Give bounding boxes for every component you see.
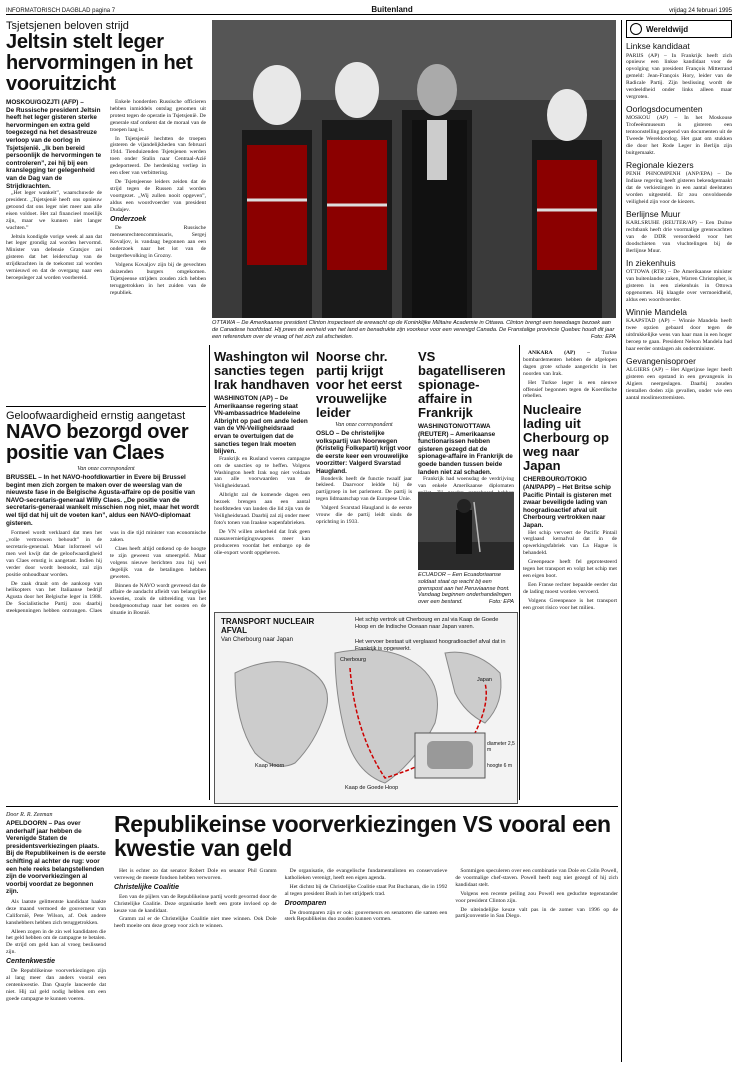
republiek-intro-body bbox=[6, 899, 106, 1003]
map-label-japan: Japan bbox=[477, 677, 492, 683]
wereldwijd-item-text: KAAPSTAD (AP) – Winnie Mandela heeft twee opzien gebaard door tegen de uitdrukkelijke wens van haar man in een hoger beroep te gaan. President Nelson Mandela had haar eerder ontslagen als onderminister. bbox=[626, 318, 732, 352]
clinton-photo-credit: Foto: EPA bbox=[590, 333, 616, 340]
vs-story bbox=[418, 350, 514, 490]
republiek-intro bbox=[6, 810, 106, 1062]
washington-headline: Washington wil sancties tegen Irak handhaven bbox=[214, 349, 310, 392]
page-header bbox=[6, 4, 732, 15]
noorse-headline: Noorse chr. partij krijgt voor het eerst vrouwelijke leider bbox=[316, 349, 402, 420]
header-date: vrijdag 24 februari 1995 bbox=[668, 8, 732, 14]
navo-story bbox=[6, 410, 206, 800]
republiek-dateline: APELDOORN – bbox=[6, 820, 53, 827]
lead-subhead: Onderzoek bbox=[110, 215, 147, 223]
nucleair-lead: CHERBOURG/TOKIO (AN/PAPP) – Het Britse schip Pacific Pintail is gisteren met zwaar beveiligde lading van hoogradioactief afval uit Cherbourg vertrokken naar Japan. bbox=[523, 476, 612, 529]
navo-paragraph: Binnen de NAVO wordt gevreesd dat de affaire de aandacht afleidt van belangrijke kwesties, zoals de uitbreiding van het bondgenootschap naar het oosten en de situatie in Bosnië. bbox=[110, 582, 206, 617]
map-label-cherbourg: Cherbourg bbox=[340, 657, 366, 663]
map-dim-height: hoogte 6 m bbox=[487, 763, 513, 769]
ecuador-caption bbox=[418, 572, 514, 612]
divider bbox=[621, 20, 622, 1062]
republiek-lead-block bbox=[6, 820, 106, 896]
ecuador-photo bbox=[418, 492, 514, 570]
map-subtitle: Van Cherbourg naar Japan bbox=[221, 637, 293, 643]
republiek-paragraph: Volgens een recente peiling zou Powell een geduchte tegenstander voor president Clinton zijn. bbox=[455, 890, 618, 904]
noorse-story bbox=[316, 350, 412, 590]
ankara-brief bbox=[523, 350, 617, 400]
vs-headline: VS bagatelliseren spionage-affaire in Frankrijk bbox=[418, 349, 506, 420]
ankara-paragraph: Het Turkse leger is een nieuwe offensief begonnen tegen de Koerdische rebellen. bbox=[523, 379, 617, 400]
nucleair-body bbox=[523, 530, 617, 612]
wereldwijd-item-head: Gevangenisoproer bbox=[626, 355, 696, 366]
republiek-columns bbox=[114, 868, 618, 1062]
republiek-paragraph: Gramm zal er de Christelijke Coalitie niet mee winnen. Ook Dole heeft moeite om deze groep voor zich te winnen. bbox=[114, 916, 277, 930]
navo-paragraph: Claes heeft altijd ontkend op de hoogte te zijn geweest van smeergeld. Maar volgens nieuwe berichten zou hij wel degelijk van de betalingen hebben geweten. bbox=[110, 545, 206, 580]
washington-lead: WASHINGTON (AP) – De Amerikaanse regering staat VN-ambassadrice Madeleine Albright op pad om ande leden van de VN-Veiligheidsraad ervan te overtuigen dat de sancties tegen Irak moeten blijven. bbox=[214, 395, 308, 456]
globe-icon bbox=[630, 23, 642, 35]
lead-columns bbox=[6, 99, 206, 296]
wereldwijd-item-text: PENH PHNOMPENH (ANP/EPA) – De Indiase regering heeft gisteren bekendgemaakt dat de verkiezingen in een aantal deelstaten worden uitgesteld. Er zou onvoldoende veiligheid zijn voor de kiezers. bbox=[626, 171, 732, 205]
wereldwijd-item bbox=[626, 357, 732, 402]
map-route-text: Het schip vertrok uit Cherbourg en zal via Kaap de Goede Hoop en de Indische Oceaan naar Japan varen. bbox=[355, 617, 499, 630]
ankara-text: Turkse bombardementen hebben de afgelopen dagen grote schade aangericht in het noorden van Irak. bbox=[523, 350, 617, 377]
washington-paragraph: Frankrijk en Rusland voeren campagne om de sancties op te heffen. Volgens Washington heeft Irak nog niet voldaan aan alle voorwaarden van de Veiligheidsraad. bbox=[214, 455, 310, 490]
lead-paragraph: De Tsjetsjeense leiders zeiden dat de strijd tegen de Russen zal worden voortgezet. „Wij zullen nooit opgeven”, aldus een woordvoerder van president Dudajev. bbox=[110, 178, 206, 213]
wereldwijd-item-head: Berlijnse Muur bbox=[626, 208, 681, 219]
lead-paragraph: Enkele honderden Russische officieren hebben inmiddels ontslag genomen uit protest tegen de operatie in Tsjetsjenië. De generale staf ontkent dat de moraal van de troepen laag is. bbox=[110, 99, 206, 133]
navo-paragraph: Formeel wordt verklaard dat men het „volle vertrouwen behoudt” in de secretaris-generaal. Maar informeel wil men wel kwijt dat de geloofwaardigheid van Claes ernstig is aangetast. Indien hij verder door wordt bestookt, zal zijn positie onhoudbaar worden. bbox=[6, 530, 102, 578]
navo-lead: BRUSSEL – In het NAVO-hoofdkwartier in Evere bij Brussel begint men zich zorgen te maken over de weerslag van de nieuwste fase in de Belgische Agusta-affaire op de positie van NAVO-secretaris-generaal Willy Claes. „De positie van de secretaris-generaal wankelt misschien nog niet, maar het wordt wel tijd dat hij uit de voeten kan”, aldus een NAVO-diplomaat gisteren. bbox=[6, 474, 199, 527]
wereldwijd-item-head: Regionale kiezers bbox=[626, 159, 694, 170]
washington-story bbox=[214, 350, 310, 590]
republiek-subhead: Centenkwestie bbox=[6, 958, 56, 966]
lead-paragraph: De Russische mensenrechtencommissaris, Sergej Kovaljov, is vandaag begonnen aan een onderzoek naar het lot van de burgerbevolking in Grozny. bbox=[110, 225, 206, 260]
republiek-paragraph: Als laatste gelittentste kandidaat haakte deze maand vermoed de gouverneur van Californië, Pete Wilson, af. Ook andere kanshebbers hebben zich teruggetrokken. bbox=[6, 898, 106, 926]
lead-paragraph: Volgens Kovaljov zijn bij de gevechten duizenden burgers omgekomen. Tsjetsjeense strijders zouden zich hebben teruggetrokken in het zuiden van de republiek. bbox=[110, 261, 206, 296]
lead-paragraph: „Het leger wankelt”, waarschuwde de president. „Tsjetsjenië heeft ons opnieuw getoond dat ons leger niet meer aan alle eisen voldoet. Het zal financieel moeilijk zijn, maar we kunnen niet langer wachten.” bbox=[6, 190, 102, 231]
map-note: Het vervoer bestaat uit verglaasd hoogradioactief afval dat in Frankrijk is opgewerkt. bbox=[355, 639, 506, 652]
republiek-paragraph: De uiteindelijke keuze valt pas in de zomer van 1996 op de partijconventie in San Diego. bbox=[455, 906, 618, 920]
republiek-paragraph: De Republikeinse voorverkiezingen zijn al lang meer dan anders vooral een centenkwestie. Dan Quayle lanceerde dat niet. Hij zal geld nodig hebben om een goede campagne te kunnen voeren. bbox=[6, 968, 106, 1002]
photo-illustration bbox=[212, 20, 616, 318]
navo-kicker: Geloofwaardigheid ernstig aangetast bbox=[6, 410, 186, 422]
ankara-paragraph bbox=[523, 350, 617, 378]
lead-dateline: MOSKOU/GOZJTI (AFP) – bbox=[6, 99, 84, 106]
lead-paragraph: In Tsjetsjenië hechtten de troepen gisteren de vijandelijkheden van februari 1944. Tienduizenden Tsjetsjenen werden toen onder Stalin naar Centraal-Azië gedeporteerd. De herdenking verliep in een sfeer van verbittering. bbox=[110, 135, 206, 177]
lead-intro: De Russische president Jeltsin heeft het leger gisteren sterke hervormingen en extra geld toegezegd na het desastreuze verloop van de oorlog in Tsjetsjenië. „Ik ben bereid persoonlijk de hervormingen te controleren”, zei hij bij een kranslegging ter gelegenheid van de Dag van de Strijdkrachten. bbox=[6, 106, 102, 190]
map-label-cape-horn: Kaap Hoorn bbox=[255, 763, 285, 769]
nucleair-paragraph: Een Franse rechter bepaalde eerder dat de lading moest worden vervoerd. bbox=[523, 581, 617, 595]
lead-headline: Jeltsin stelt leger hervormingen in het vooruitzicht bbox=[6, 31, 193, 95]
republiek-subhead: Droomparen bbox=[284, 899, 327, 907]
wereldwijd-item bbox=[626, 42, 732, 101]
wereldwijd-item-text: PARIJS (AP) – In Frankrijk heeft zich opnieuw een linkse kandidaat voor de opvolging van president François Mitterrand gemeld: Jean-François Hory, leider van de Radicale Partij. Zijn beslissing wordt de verdeeldheid onder links alleen maar vergroten. bbox=[626, 52, 732, 100]
lead-kicker: Tsjetsjenen beloven strijd bbox=[6, 20, 129, 32]
wereldwijd-banner bbox=[626, 20, 732, 38]
ankara-dateline: ANKARA (AP) – bbox=[528, 350, 590, 356]
noorse-lead: OSLO – De christelijke volkspartij van Noorwegen (Kristelig Folkeparti) krijgt voor de eerste keer een vrouwelijke voorzitter: Valgerd Svarstad Haugland. bbox=[316, 430, 412, 475]
wereldwijd-item-text: KARLSRUHE (REUTER/AP) – Een Duitse rechtbank heeft drie voormalige grenswachten van de DDR veroordeeld voor het doodschieten van vluchtelingen bij de Berlijnse Muur. bbox=[626, 220, 732, 254]
wereldwijd-item bbox=[626, 308, 732, 353]
republiek-lead: Pas over anderhalf jaar hebben de Verenigde Staten de presidentsverkiezingen plaats. Bij de Republikeinen is de eerste schifting al achter de rug: voor een hele reeks belangstellenden zijn de voorverkiezingen al voorbij voordat ze begonnen zijn. bbox=[6, 820, 106, 896]
vs-paragraph: Frankrijk had woensdag de verdrijving van enkele Amerikaanse diplomaten bbox=[418, 476, 514, 490]
wereldwijd-item-head: In ziekenhuis bbox=[626, 257, 676, 268]
navo-paragraph: De zaak draait om de aankoop van helikopters van het Italiaanse bedrijf Agusta door het Belgische leger in 1988. De Socialistische Partij zou daarbij steekpenningen hebben ontvangen. Claes was in die tijd minister van economische zaken. bbox=[6, 530, 206, 615]
republiek-paragraph: Het is echter zo dat senator Robert Dole en senator Phil Gramm verreweg de meeste fondsen hebben verworven. bbox=[114, 868, 277, 881]
header-paper-name: INFORMATORISCH DAGBLAD pagina 7 bbox=[6, 8, 116, 14]
navo-headline: NAVO bezorgd over positie van Claes bbox=[6, 421, 189, 464]
clinton-caption-text: OTTAWA – De Amerikaanse president Clinton inspecteert de erewacht op de Koninklijke Militaire Academie in Ottawa. Clinton brengt een tweedaags bezoek aan de Canadese hoofdstad. Hij prees de eenheid van het land en benadrukte zijn voorkeur voor een verenigd Canada. De Franstalige provincie Quebec houdt dit jaar een referendum over de vraag of het zich zal afscheiden. bbox=[212, 320, 615, 340]
republiek-byline: Door R. R. Zeeman bbox=[6, 812, 53, 818]
divider bbox=[6, 406, 206, 407]
clinton-caption bbox=[212, 320, 616, 344]
republiek-paragraph: De organisatie, die evangelische fundamentalisten en conservatieve katholieken verenigt, heeft een eigen agenda. bbox=[284, 868, 448, 881]
ecuador-illustration bbox=[418, 492, 514, 570]
ecuador-caption-text: ECUADOR – Een Ecuadoriaanse soldaat staat op wacht bij een grenspost aan het Peruviaanse front. Vandaag beginnen onderhandelingen over een bestand. bbox=[418, 572, 512, 606]
republiek-paragraph: Het dichtst bij de Christelijke Coalitie staat Pat Buchanan, die in 1992 al tegen president Bush in het strijdperk trad. bbox=[284, 883, 448, 897]
navo-columns bbox=[6, 530, 206, 617]
map-label-good-hope: Kaap de Goede Hoop bbox=[345, 785, 399, 791]
ecuador-photo-credit: Foto: EPA bbox=[488, 599, 514, 606]
noorse-body bbox=[316, 476, 412, 526]
nucleair-headline: Nucleaire lading uit Cherbourg op weg naar Japan bbox=[523, 402, 609, 474]
noorse-byline: Van onze correspondent bbox=[335, 422, 393, 428]
wereldwijd-item bbox=[626, 210, 732, 255]
republiek-paragraph: De droomparen zijn er ook: gouverneurs en senatoren die samen een sterk Republikeins duo zouden kunnen vormen. bbox=[284, 909, 448, 923]
clinton-photo bbox=[212, 20, 616, 318]
nucleair-paragraph: Het schip vervoert de Pacific Pintail verglaasd kernafval dat in de opwerkingsfabriek van La Hague is behandeld. bbox=[523, 529, 617, 557]
divider bbox=[6, 806, 618, 807]
wereldwijd-item-head: Winnie Mandela bbox=[626, 306, 687, 317]
navo-byline: Van onze correspondent bbox=[77, 466, 135, 472]
lead-story bbox=[6, 20, 206, 405]
divider bbox=[209, 345, 210, 800]
washington-body bbox=[214, 456, 310, 557]
map-title: TRANSPORT NUCLEAIR AFVAL bbox=[221, 617, 315, 635]
nucleair-story bbox=[523, 350, 617, 800]
wereldwijd-item-text: MOSKOU (AP) – In het Moskouse Trofeeënmuseum is gisteren een tentoonstelling geopend van documenten uit de Tweede Wereldoorlog. Het gaat om stukken die door het Rode Leger in Berlijn zijn buitgemaakt. bbox=[626, 115, 732, 156]
lead-paragraph: Jeltsin kondigde vorige week al aan dat het leger grondig zal worden hervormd. Minister van defensie Gratsjov zei gisteren dat het leiderschap van de strijdkrachten in de toekomst zal worden vernieuwd en dat de overgang naar een beroepsleger zal worden voorbereid. bbox=[6, 233, 102, 281]
transport-map bbox=[214, 612, 518, 804]
wereldwijd-item-text: ALGIERS (AP) – Het Algerijnse leger heeft gisteren een opstand in een gevangenis in Algiers neergeslagen. Daarbij zouden tientallen doden zijn gevallen, onder wie een aantal moslimextremisten. bbox=[626, 367, 732, 402]
wereldwijd-item-head: Oorlogsdocumenten bbox=[626, 103, 703, 114]
wereldwijd-item-head: Linkse kandidaat bbox=[626, 41, 690, 51]
republiek-paragraph: Alleen zogen in de zin wel kandidaten die het geld hebben om de campagne te betalen. De strijd om geld kan al vroeg beslissend zijn. bbox=[6, 928, 106, 956]
noorse-paragraph: Valgerd Svarstad Haugland is de eerste vrouw die de partij leidt sinds de oprichting in 1933. bbox=[316, 505, 412, 525]
washington-paragraph: De VN willen zekerheid dat Irak geen massavernietigingswapens meer kan produceren voordat het embargo op de olie-export wordt opgeheven. bbox=[214, 528, 310, 556]
map-dim-diameter: diameter 2,5 m bbox=[487, 741, 515, 753]
wereldwijd-item-text: OTTOWA (RTR) – De Amerikaanse minister van buitenlandse zaken, Warren Christopher, is gisteren in een ziekenhuis in Ottowa opgenomen. Hij klaagde over vermoeidheid, aldus een woordvoerder. bbox=[626, 269, 732, 303]
header-section: Buitenland bbox=[371, 5, 413, 14]
wereldwijd-item bbox=[626, 259, 732, 304]
wereldwijd-item bbox=[626, 105, 732, 157]
noorse-paragraph: Bondevik heeft de functie twaalf jaar bekleed. Daarvoor leidde hij de partijgroep in het parlement. De partij is tegen lidmaatschap van de Europese Unie. bbox=[316, 475, 412, 503]
nucleair-paragraph: Volgens Greenpeace is het transport een groot risico voor het milieu. bbox=[523, 597, 617, 611]
wereldwijd-column bbox=[626, 20, 732, 1062]
nucleair-paragraph: Greenpeace heeft fel geprotesteerd tegen het transport en volgt het schip met een eigen boot. bbox=[523, 559, 617, 579]
wereldwijd-item bbox=[626, 161, 732, 206]
washington-paragraph: Albright zal de komende dagen een bezoek brengen aan een aantal hoofdsteden van landen die lid zijn van de Veiligheidsraad. Daarbij zal zij onder meer foto's tonen van Iraakse wapenfabrieken. bbox=[214, 492, 310, 526]
divider bbox=[519, 345, 520, 800]
wereldwijd-title: Wereldwijd bbox=[646, 24, 689, 34]
republiek-headline: Republikeinse voorverkiezingen VS vooral een kwestie van geld bbox=[114, 811, 611, 861]
republiek-subhead: Christelijke Coalitie bbox=[114, 883, 179, 891]
vs-lead: WASHINGTON/OTTAWA (REUTER) – Amerikaanse functionarissen hebben gisteren gezegd dat de spionage-affaire in Frankrijk de goede banden tussen beide landen niet zal schaden. bbox=[418, 423, 513, 476]
republiek-paragraph: Sommigen speculeren over een combinatie van Dole en Colin Powell, de voormalige chef-staven. Powell heeft nog niet gezegd of hij zich kandidaat stelt. bbox=[455, 868, 618, 888]
republiek-paragraph: Een van de pijlers van de Republikeinse partij wordt gevormd door de Christelijke Coalitie. Deze organisatie heeft een grote invloed op de keuze van de kandidaat. bbox=[114, 893, 277, 914]
